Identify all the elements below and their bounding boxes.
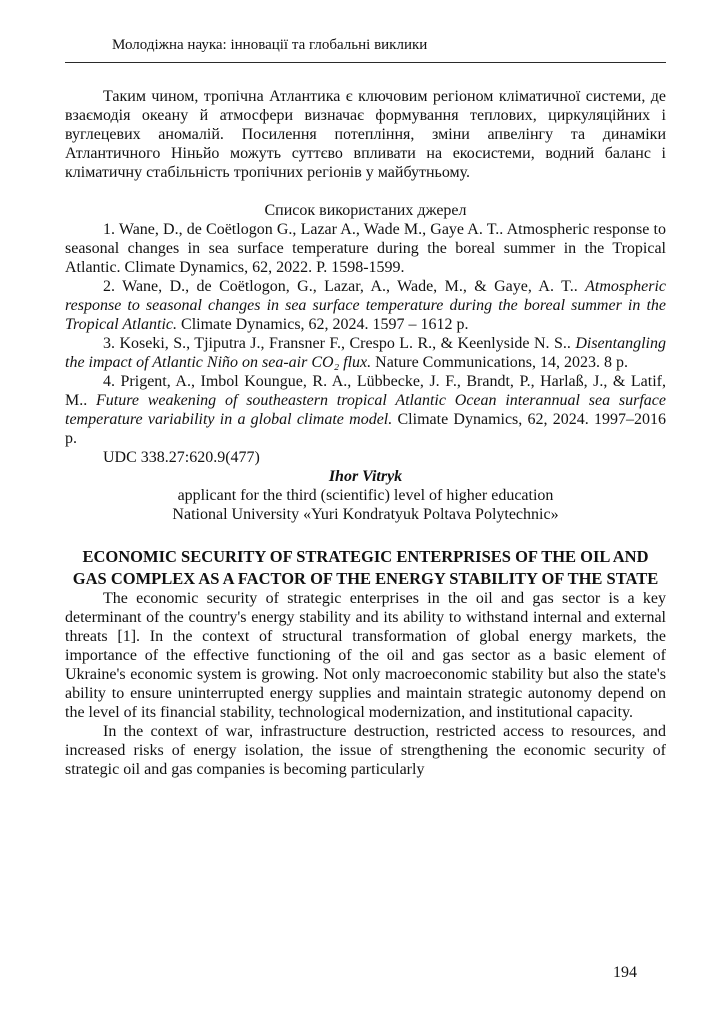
reference-text-plain: 1. Wane, D., de Coëtlogon G., Lazar A., Wade M., Gaye A. T.. Atmospheric response to seasonal changes in sea surface temperature during the boreal summer in the Tropical Atlantic. Climate Dynamics, 62, 2022. P. 1598-1599. [65,221,666,276]
reference-text-tail: Nature Communications, 14, 2023. 8 p. [371,354,628,371]
reference-text-tail: Climate Dynamics, 62, 2024. 1597 – 1612 p. [177,316,469,333]
reference-title-italic: Future weakening of southeastern tropical Atlantic Ocean interannual sea surface temperature variability in a global climate model. [65,392,666,428]
author-block [65,467,666,524]
udc-code: UDC 338.27:620.9(477) [103,449,260,466]
page-number: 194 [613,964,637,981]
paragraph-en: The economic security of strategic enterprises in the oil and gas sector is a key determinant of the country's energy stability and its ability to withstand internal and external threats [1]. In the context of structural transformation of global energy markets, the importance of the effective functioning of the oil and gas sector as a basic element of Ukraine's economic system is growing. Not only macroeconomic stability but also the state's ability to ensure uninterrupted energy supplies and maintain strategic autonomy depend on the level of its financial stability, technological modernization, and institutional capacity. [65,590,666,721]
reference-text-plain: 4. Prigent, A., Imbol Koungue, R. A., Lübbecke, J. F., Brandt, P., Harlaß, J., & Latif, M.. [65,373,666,409]
author-role: applicant for the third (scientific) level of higher education [177,487,554,504]
author-name: Ihor Vitryk [328,468,403,485]
reference-item [65,277,666,334]
reference-title-italic: Disentangling the impact of Atlantic Niño on sea-air CO₂ flux. [65,335,666,371]
reference-item [65,334,666,372]
paragraph-uk-conclusion: Таким чином, тропічна Атлантика є ключовим регіоном кліматичної системи, де взаємодія океану й атмосфери визначає формування теплових, циркуляційних і вуглецевих аномалій. Посилення потепління, зміни апвелінгу та динаміки Атлантичного Ніньйо можуть суттєво впливати на екосистеми, водний баланс і кліматичну стабільність тропічних регіонів у майбутньому. [65,88,666,181]
references-list [65,220,666,448]
reference-item [65,372,666,448]
reference-text-plain: 2. Wane, D., de Coëtlogon, G., Lazar, A., Wade, M., & Gaye, A. T.. [103,278,586,295]
reference-text-tail: Climate Dynamics, 62, 2024. 1997–2016 p. [65,411,667,447]
running-header-text: Молодіжна наука: інновації та глобальні виклики [112,37,428,53]
author-affiliation: National University «Yuri Kondratyuk Poltava Polytechnic» [172,506,559,523]
running-header [65,36,666,63]
reference-title-italic: Atmospheric response to seasonal changes in sea surface temperature during the boreal summer in the Tropical Atlantic. [65,278,666,333]
reference-text-plain: 3. Koseki, S., Tjiputra J., Fransner F., Crespo L. R., & Keenlyside N. S.. [103,335,576,352]
references-heading: Список використаних джерел [264,202,467,219]
paragraph-en: In the context of war, infrastructure destruction, restricted access to resources, and increased risks of energy isolation, the issue of strengthening the economic security of strategic oil and gas companies is becoming particularly [65,723,666,778]
article-title: ECONOMIC SECURITY OF STRATEGIC ENTERPRISES OF THE OIL AND GAS COMPLEX AS A FACTOR OF THE ENERGY STABILITY OF THE STATE [72,547,659,588]
page-body [65,87,666,779]
reference-item [65,220,666,277]
